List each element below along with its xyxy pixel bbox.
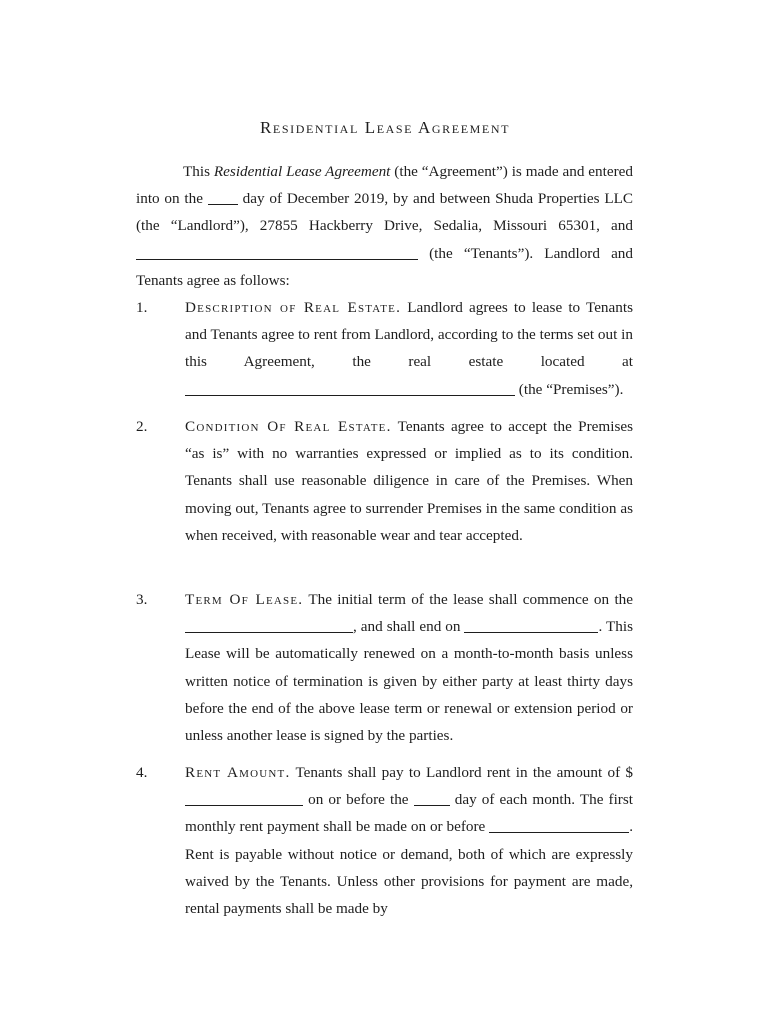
section-text: Tenants shall pay to Landlord rent in the amount of $	[295, 764, 633, 781]
intro-text-2: (the “Agreement”) is made and entered into on the	[136, 163, 633, 208]
intro-text-1: This	[183, 163, 211, 180]
section-body	[185, 413, 633, 549]
section-number: 2.	[136, 418, 148, 435]
section-heading: Description of Real Estate.	[185, 299, 402, 316]
section-text: The initial term of the lease shall commence on the	[308, 591, 634, 608]
intro-doc-name: Residential Lease Agreement	[213, 163, 391, 180]
section-body	[185, 586, 633, 749]
tenants-name-blank	[136, 245, 418, 260]
section-number: 3.	[136, 591, 148, 608]
section-number: 4.	[136, 764, 148, 781]
section-2	[136, 413, 633, 549]
section-text: . Rent is payable without notice or demand, both of which are expressly waived by the Tenants. Unless other provisions for payment are made, rental payments shall be made by	[185, 818, 633, 918]
section-1	[136, 294, 633, 403]
intro-text-3: day of December 2019, by and between Shuda Properties LLC (the “Landlord”), 27855 Hackberry Drive, Sedalia, Missouri 65301, and	[136, 190, 634, 235]
section-text: Tenants agree to accept the Premises “as is” with no warranties expressed or implied as to its condition. Tenants shall use reasonable diligence in care of the Premises. When moving out, Tenants agree to surrender Premises in the same condition as when received, with reasonable wear and tear accepted.	[185, 418, 634, 544]
lease-end-blank	[464, 618, 598, 633]
section-body	[185, 759, 633, 922]
intro-text-4: (the “Tenants”). Landlord and Tenants agree as follows:	[136, 244, 633, 289]
section-text: , and shall end on	[353, 618, 461, 636]
day-blank	[208, 190, 238, 205]
section-number: 1.	[136, 299, 148, 316]
section-text: day of each month. The first monthly rent payment shall be made on or before	[185, 791, 633, 836]
intro-paragraph	[136, 158, 633, 294]
section-3	[136, 586, 633, 749]
document-title: Residential Lease Agreement	[259, 118, 511, 137]
section-4	[136, 759, 633, 922]
section-text: Landlord agrees to lease to Tenants and Tenants agree to rent from Landlord, according to the terms set out in this Agreement, the real estate located at	[185, 299, 633, 371]
rent-day-blank	[414, 791, 450, 806]
section-text: (the “Premises”).	[518, 380, 624, 398]
section-heading: Rent Amount.	[185, 764, 291, 781]
section-text: on or before the	[308, 791, 409, 809]
section-body	[185, 294, 633, 403]
section-heading: Condition Of Real Estate.	[185, 418, 392, 435]
first-payment-date-blank	[489, 818, 629, 833]
section-heading: Term Of Lease.	[185, 591, 304, 608]
lease-start-blank	[185, 618, 353, 633]
section-text: . This Lease will be automatically renewed on a month-to-month basis unless written notice of termination is given by either party at least thirty days before the end of the above lease term or renewal or extension period or unless another lease is signed by the parties.	[185, 618, 633, 745]
rent-amount-blank	[185, 791, 303, 806]
premises-address-blank	[185, 381, 515, 396]
